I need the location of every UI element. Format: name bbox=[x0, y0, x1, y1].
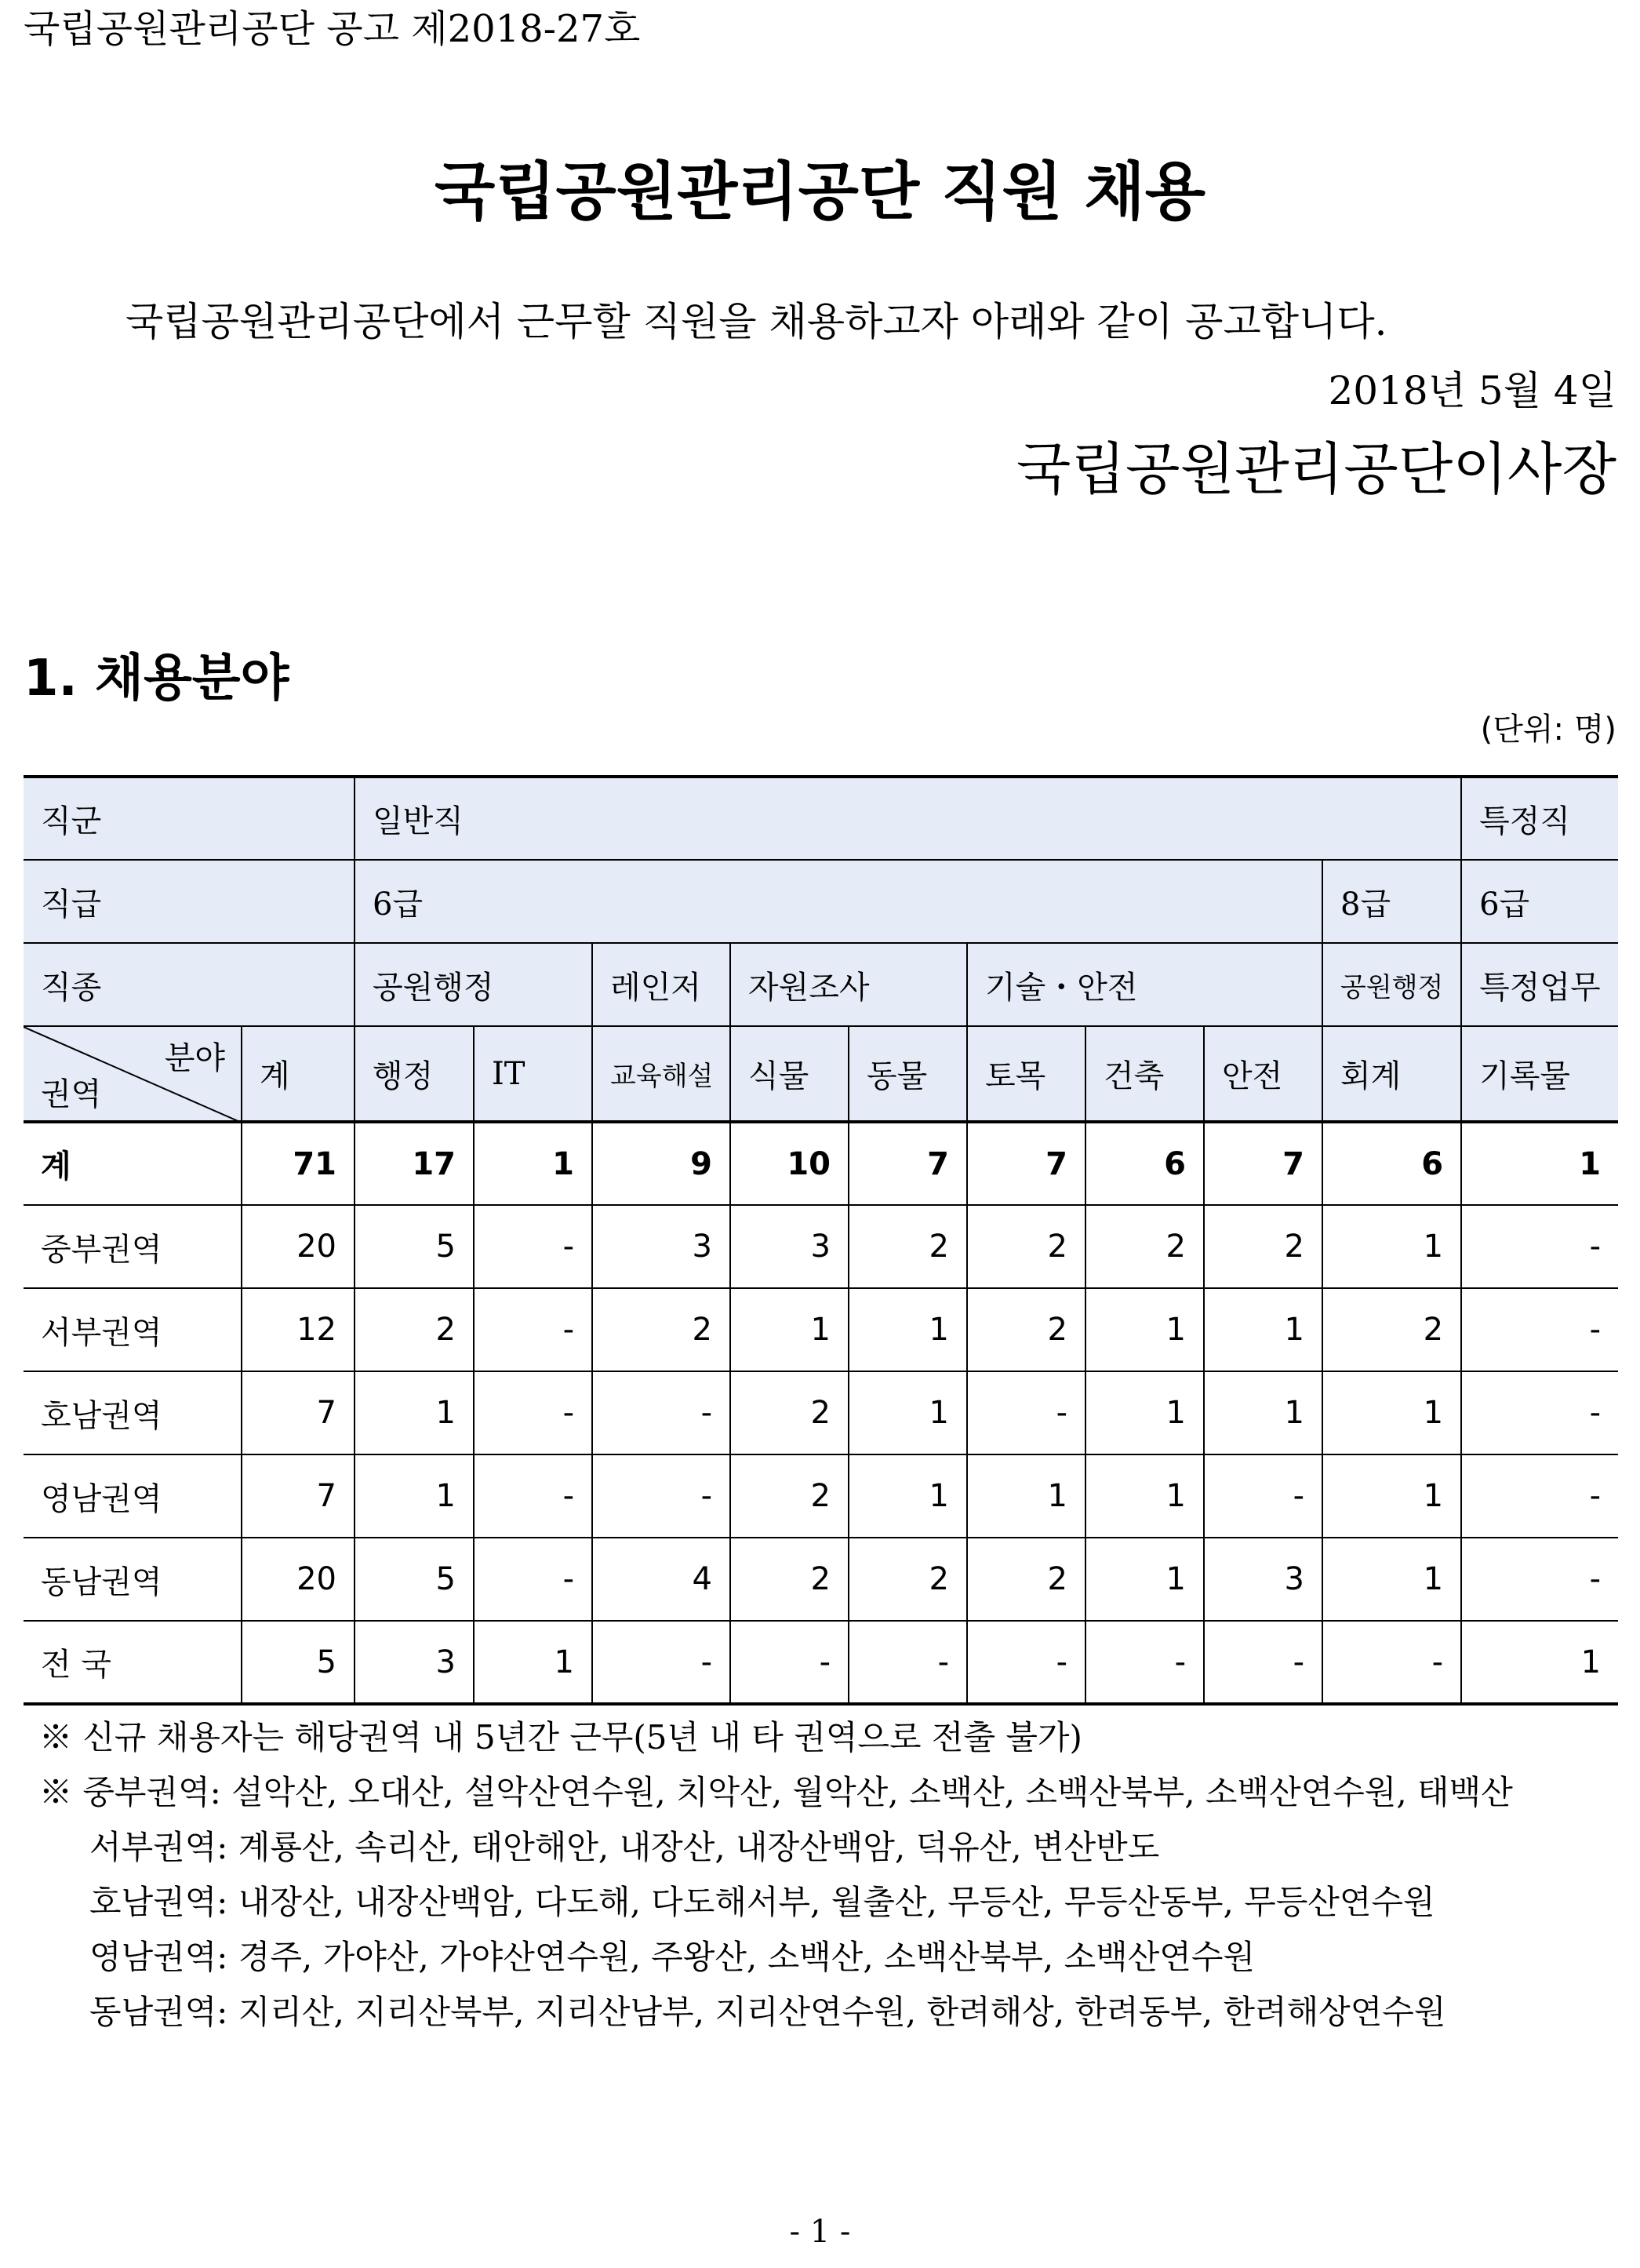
field-header: 동물 bbox=[849, 1026, 967, 1122]
total-cell: 5 bbox=[242, 1621, 355, 1704]
count-cell: 2 bbox=[967, 1538, 1085, 1621]
count-cell: 1 bbox=[1461, 1122, 1618, 1205]
job-type-special-duty: 특정업무 bbox=[1461, 943, 1618, 1026]
field-header: 회계 bbox=[1322, 1026, 1461, 1122]
count-cell: 1 bbox=[1322, 1538, 1461, 1621]
recruitment-table-wrapper bbox=[24, 775, 1618, 1706]
count-cell: 2 bbox=[1204, 1205, 1322, 1288]
count-cell: - bbox=[592, 1454, 730, 1538]
total-cell: 7 bbox=[242, 1454, 355, 1538]
grade-row bbox=[24, 860, 1618, 943]
count-cell: 1 bbox=[355, 1454, 474, 1538]
table-row bbox=[24, 1205, 1618, 1288]
count-cell: 2 bbox=[592, 1288, 730, 1371]
count-cell: 2 bbox=[730, 1538, 849, 1621]
count-cell: - bbox=[730, 1621, 849, 1704]
count-cell: 1 bbox=[1085, 1371, 1204, 1454]
count-cell: 1 bbox=[849, 1454, 967, 1538]
count-cell: 17 bbox=[355, 1122, 474, 1205]
field-axis-label: 분야 bbox=[164, 1040, 225, 1076]
count-cell: 4 bbox=[592, 1538, 730, 1621]
field-header: 교육해설 bbox=[592, 1026, 730, 1122]
total-cell: 20 bbox=[242, 1205, 355, 1288]
field-header: IT bbox=[474, 1026, 592, 1122]
count-cell: 7 bbox=[967, 1122, 1085, 1205]
count-cell: - bbox=[1461, 1454, 1618, 1538]
count-cell: 1 bbox=[1322, 1371, 1461, 1454]
count-cell: 1 bbox=[967, 1454, 1085, 1538]
count-cell: 1 bbox=[1461, 1621, 1618, 1704]
field-header: 기록물 bbox=[1461, 1026, 1618, 1122]
region-axis-label: 권역 bbox=[41, 1076, 102, 1112]
grade-8: 8급 bbox=[1322, 860, 1461, 943]
recruitment-table bbox=[24, 775, 1618, 1706]
count-cell: - bbox=[1085, 1621, 1204, 1704]
count-cell: 1 bbox=[849, 1288, 967, 1371]
total-cell: 12 bbox=[242, 1288, 355, 1371]
intro-text: 국립공원관리공단에서 근무할 직원을 채용하고자 아래와 같이 공고합니다. bbox=[125, 299, 1387, 344]
total-cell: 20 bbox=[242, 1538, 355, 1621]
count-cell: 2 bbox=[849, 1538, 967, 1621]
count-cell: - bbox=[592, 1371, 730, 1454]
region-cell: 동남권역 bbox=[24, 1538, 242, 1621]
count-cell: 6 bbox=[1085, 1122, 1204, 1205]
count-cell: - bbox=[1461, 1538, 1618, 1621]
grade-label: 직급 bbox=[24, 860, 355, 943]
page-number: - 1 - bbox=[789, 2214, 851, 2250]
count-cell: - bbox=[474, 1538, 592, 1621]
count-cell: 6 bbox=[1322, 1122, 1461, 1205]
note-line: 호남권역: 내장산, 내장산백암, 다도해, 다도해서부, 월출산, 무등산, 무등산동부, 무등산연수원 bbox=[89, 1883, 1435, 1921]
count-cell: 3 bbox=[730, 1205, 849, 1288]
region-cell: 서부권역 bbox=[24, 1288, 242, 1371]
note-line: 동남권역: 지리산, 지리산북부, 지리산남부, 지리산연수원, 한려해상, 한려동부, 한려해상연수원 bbox=[89, 1993, 1446, 2031]
count-cell: - bbox=[1461, 1288, 1618, 1371]
job-type-park-admin: 공원행정 bbox=[355, 943, 592, 1026]
count-cell: 2 bbox=[967, 1288, 1085, 1371]
field-header: 식물 bbox=[730, 1026, 849, 1122]
notice-date: 2018년 5월 4일 bbox=[1328, 368, 1616, 413]
category-general: 일반직 bbox=[355, 777, 1461, 860]
count-cell: 1 bbox=[1322, 1454, 1461, 1538]
notice-number: 국립공원관리공단 공고 제2018-27호 bbox=[24, 7, 641, 51]
count-cell: 1 bbox=[1085, 1538, 1204, 1621]
table-row bbox=[24, 1538, 1618, 1621]
document-title: 국립공원관리공단 직원 채용 bbox=[434, 155, 1206, 228]
count-cell: 1 bbox=[1204, 1288, 1322, 1371]
count-cell: - bbox=[967, 1621, 1085, 1704]
region-cell: 영남권역 bbox=[24, 1454, 242, 1538]
table-row bbox=[24, 1621, 1618, 1704]
grade-6: 6급 bbox=[355, 860, 1322, 943]
note-line: ※ 신규 채용자는 해당권역 내 5년간 근무(5년 내 타 권역으로 전출 불가) bbox=[39, 1718, 1082, 1757]
field-row bbox=[24, 1026, 1618, 1122]
job-type-tech-safety: 기술・안전 bbox=[967, 943, 1322, 1026]
table-row bbox=[24, 1454, 1618, 1538]
count-cell: 1 bbox=[1322, 1205, 1461, 1288]
note-line: 영남권역: 경주, 가야산, 가야산연수원, 주왕산, 소백산, 소백산북부, 소백산연수원 bbox=[89, 1938, 1256, 1976]
count-cell: 1 bbox=[1085, 1288, 1204, 1371]
signer: 국립공원관리공단이사장 bbox=[1016, 436, 1616, 502]
unit-label: (단위: 명) bbox=[1480, 712, 1616, 748]
job-type-resource-survey: 자원조사 bbox=[730, 943, 967, 1026]
count-cell: 2 bbox=[730, 1454, 849, 1538]
count-cell: - bbox=[1204, 1621, 1322, 1704]
count-cell: 2 bbox=[967, 1205, 1085, 1288]
count-cell: 2 bbox=[1085, 1205, 1204, 1288]
total-cell: 71 bbox=[242, 1122, 355, 1205]
count-cell: - bbox=[967, 1371, 1085, 1454]
field-header: 행정 bbox=[355, 1026, 474, 1122]
count-cell: 5 bbox=[355, 1205, 474, 1288]
count-cell: 2 bbox=[730, 1371, 849, 1454]
count-cell: 3 bbox=[355, 1621, 474, 1704]
count-cell: - bbox=[474, 1205, 592, 1288]
region-cell: 전 국 bbox=[24, 1621, 242, 1704]
count-cell: - bbox=[1204, 1454, 1322, 1538]
count-cell: 7 bbox=[1204, 1122, 1322, 1205]
grade-6-special: 6급 bbox=[1461, 860, 1618, 943]
region-cell: 계 bbox=[24, 1122, 242, 1205]
note-line: ※ 중부권역: 설악산, 오대산, 설악산연수원, 치악산, 월악산, 소백산, 소백산북부, 소백산연수원, 태백산 bbox=[39, 1773, 1513, 1811]
count-cell: - bbox=[1461, 1205, 1618, 1288]
section-heading: 1. 채용분야 bbox=[24, 650, 289, 708]
count-cell: - bbox=[849, 1621, 967, 1704]
count-cell: 9 bbox=[592, 1122, 730, 1205]
count-cell: 3 bbox=[592, 1205, 730, 1288]
count-cell: 1 bbox=[474, 1621, 592, 1704]
count-cell: 3 bbox=[1204, 1538, 1322, 1621]
count-cell: 2 bbox=[1322, 1288, 1461, 1371]
count-cell: 7 bbox=[849, 1122, 967, 1205]
count-cell: 2 bbox=[849, 1205, 967, 1288]
table-row bbox=[24, 1371, 1618, 1454]
category-label: 직군 bbox=[24, 777, 355, 860]
field-header: 토목 bbox=[967, 1026, 1085, 1122]
job-type-park-admin-2: 공원행정 bbox=[1322, 943, 1461, 1026]
table-row bbox=[24, 1288, 1618, 1371]
job-type-ranger: 레인저 bbox=[592, 943, 730, 1026]
field-header: 건축 bbox=[1085, 1026, 1204, 1122]
region-cell: 중부권역 bbox=[24, 1205, 242, 1288]
count-cell: 1 bbox=[730, 1288, 849, 1371]
count-cell: 1 bbox=[1085, 1454, 1204, 1538]
count-cell: - bbox=[474, 1371, 592, 1454]
note-line: 서부권역: 계룡산, 속리산, 태안해안, 내장산, 내장산백암, 덕유산, 변산반도 bbox=[89, 1828, 1160, 1866]
count-cell: 1 bbox=[1204, 1371, 1322, 1454]
category-special: 특정직 bbox=[1461, 777, 1618, 860]
count-cell: 1 bbox=[355, 1371, 474, 1454]
job-type-row bbox=[24, 943, 1618, 1026]
field-header: 안전 bbox=[1204, 1026, 1322, 1122]
total-cell: 7 bbox=[242, 1371, 355, 1454]
count-cell: 1 bbox=[474, 1122, 592, 1205]
job-type-label: 직종 bbox=[24, 943, 355, 1026]
count-cell: 1 bbox=[849, 1371, 967, 1454]
count-cell: 5 bbox=[355, 1538, 474, 1621]
count-cell: - bbox=[474, 1454, 592, 1538]
category-row bbox=[24, 777, 1618, 860]
notes bbox=[39, 1710, 1513, 2040]
count-cell: - bbox=[592, 1621, 730, 1704]
count-cell: - bbox=[474, 1288, 592, 1371]
count-cell: 10 bbox=[730, 1122, 849, 1205]
total-row bbox=[24, 1122, 1618, 1205]
count-cell: - bbox=[1322, 1621, 1461, 1704]
field-total-header: 계 bbox=[242, 1026, 355, 1122]
count-cell: - bbox=[1461, 1371, 1618, 1454]
count-cell: 2 bbox=[355, 1288, 474, 1371]
region-cell: 호남권역 bbox=[24, 1371, 242, 1454]
field-region-header bbox=[24, 1026, 242, 1122]
